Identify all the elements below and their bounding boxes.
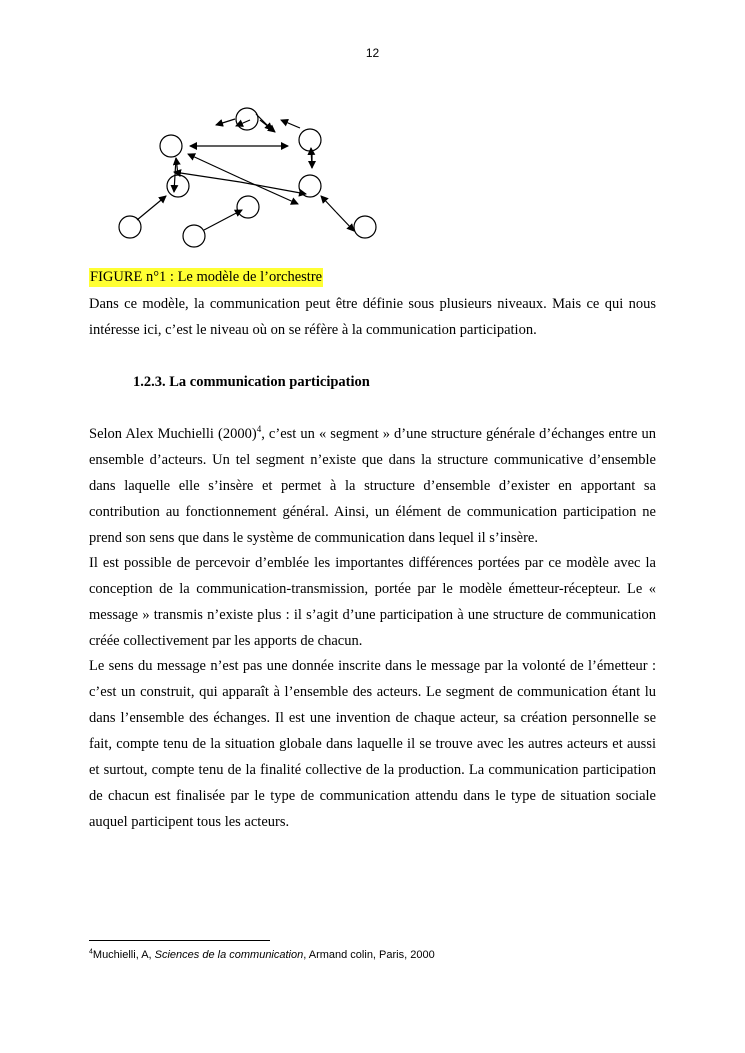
orchestra-model-diagram: [110, 100, 390, 250]
exchange-arrow: [321, 196, 336, 212]
paragraph-1-rest: , c’est un « segment » d’une structure générale d’échanges entre un ensemble d’acteurs. Un tel segment n’existe que dans la structure communicative d’ensemble dans laquelle elle s’insère et permet à la structure d’ensemble d’exister en apportant sa contribution au fonctionnement général. Ainsi, un élément de communication participation ne prend son sens que dans le système de communication dans lequel il s’insère.: [89, 426, 657, 546]
actor-node: [167, 175, 189, 197]
section-heading: 1.2.3. La communication participation: [133, 374, 370, 390]
footnote-publisher: , Armand colin, Paris, 2000: [303, 949, 435, 961]
footnote-author: Muchielli, A,: [92, 949, 155, 961]
footnote-separator: [89, 940, 270, 941]
figure-caption: FIGURE n°1 : Le modèle de l’orchestre: [90, 269, 323, 285]
actor-node: [160, 135, 182, 157]
exchange-arrow: [281, 120, 300, 128]
intro-paragraph: Dans ce modèle, la communication peut être définie sous plusieurs niveaux. Mais ce qui nous intéresse ici, c’est le niveau où on se réfère à la communication participation.: [89, 296, 656, 338]
actor-node: [299, 129, 321, 151]
paragraph-3: Le sens du message n’est pas une donnée inscrite dans le message par la volonté de l’émetteur : c’est un construit, qui apparaît à l’ensemble des acteurs. Le segment de communication étant lu dans l’ensemble des échanges. Il est une invention de chaque acteur, sa création personnelle se fait, compte tenu de la situation globale dans laquelle il se trouve avec les autres acteurs et aussi et surtout, compte tenu de la finalité collective de la production. La communication participation de chacun est finalisée par le type de communication attendu dans le type de situation sociale auquel participent tous les acteurs.: [89, 658, 656, 830]
actor-node: [237, 196, 259, 218]
footnote: [89, 947, 435, 963]
exchange-arrow: [236, 120, 250, 126]
footnote-number: 4: [89, 948, 93, 956]
actor-node: [183, 225, 205, 247]
exchange-arrow: [260, 120, 275, 132]
exchange-arrow: [204, 210, 242, 230]
exchange-arrow: [216, 119, 235, 125]
paragraph-1: [89, 421, 656, 551]
exchange-arrow: [137, 196, 166, 220]
exchange-arrow: [336, 212, 354, 231]
actor-node: [354, 216, 376, 238]
paragraph-1-start: Selon Alex Muchielli (2000): [89, 426, 257, 442]
page-number: 12: [365, 46, 380, 60]
footnote-title: Sciences de la communication: [154, 949, 304, 961]
paragraph-2: Il est possible de percevoir d’emblée les importantes différences portées par ce modèle avec la conception de la communication-transmission, portée par le modèle émetteur-récepteur. Le « message » transmis n’existe plus : il s’agit d’une participation à une structure de communication créée collectivement par les apports de chacun.: [89, 555, 656, 649]
actor-node: [236, 108, 258, 130]
footnote-reference: 4: [256, 424, 262, 435]
exchange-arrow: [188, 154, 240, 178]
